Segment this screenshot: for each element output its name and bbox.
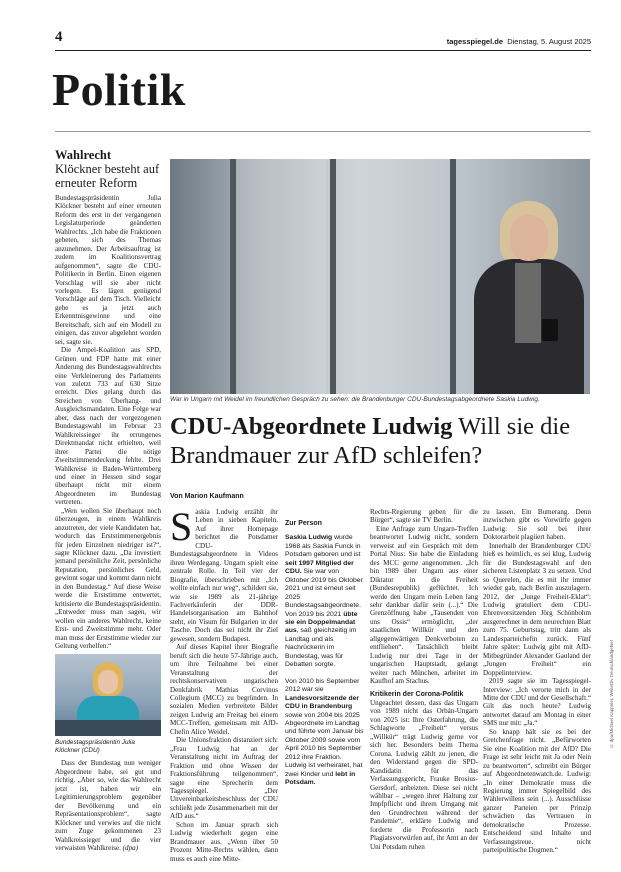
header-rule — [55, 50, 591, 51]
article-paragraph: Auf dieses Kapitel ihrer Biografie beruft sich die heute 57-Jährige auch, um ihre Teilnahme bei einer Veranstaltung der rechtskonservativen ungarischen Denkfabrik Mathias Corvinus Collegium (MCC) zu begründen. In sozialen Medien verbreitete Bilder zeigen Ludwig am Freitag bei einem MCC-Treffen, gemeinsam mit AfD-Chefin Alice Weidel. — [170, 643, 278, 736]
sidebar-paragraph: Die Ampel-Koalition aus SPD, Grünen und FDP hatte mit einer Änderung des Bundestagswahlrechts eine Verkleinerung des Parlaments von zuletzt 733 auf 630 Sitze erreicht. Dies gelang durch das Streichen von Überhang- und Ausgleichsmandaten. Eine Folge war aber, dass nach der vorgezogenen Bundestagswahl im Februar 23 Wahlkreissieger ihr errungenes Direktmandat nicht erhielten, weil ihrer Partei die nötige Zweitstimmendeckung fehlte. Drei Wahlkreise in Baden-Württemberg und einer in Hessen sind sogar überhaupt nicht mit einem Abgeordneten im Bundestag vertreten. — [55, 346, 161, 507]
sidebar-paragraph: Dass der Bundestag nun weniger Abgeordnete habe, sei gut und richtig. „Aber so, wie das Wahlrecht jetzt ist, haben wir ein Legitimierungsproblem gegenüber der Bevölkerung und ein Repräsentationsproblem“, sagte Klöckner und verwies auf die nicht zum Zuge gekommenen 23 Wahlkreissieger und die vier verwaisten Wahlkreise. (dpa) — [55, 759, 161, 852]
article-paragraph: Innerhalb der Brandenburger CDU hieß es heimlich, es sei klug, Ludwig für die Bundestagswahl auf den sicheren Listenplatz 3 zu setzen. Und so Querelen, die es mit ihr immer wieder gab, nach Berlin auszulagern. 2012, der „Junge Freiheit-Eklat“: Ludwig gratuliert dem CDU-Ehrenvorsitzenden Jörg Schönbohm ausgerechnet in dem neurechten Blatt zum 75. Geburtstag, tritt dann als Landesparteichefin zurück. Fünf Jahre später: Ludwig gibt mit AfD-Mitbegründer Alexander Gauland der „Jungen Freiheit“ ein Doppelinterview. — [483, 541, 591, 677]
article-paragraph: Saskia Ludwig erzählt ihr Leben in sieben Kapiteln. Auf ihrer Homepage berichtet die Potsdamer CDU-Bundestagsabgeordnete in Videos ihren Werdegang. Ungarn spielt eine zentrale Rolle. In Teil vier der Biografie, überschrieben mit „Ich wollte einfach nur weg“, schildert sie, wie sie 1989 als 21-jährige Fachverkäuferin der DDR-Handelsorganisation am Bahnhof steht, ein Visum für Bulgarien in der Tasche. Doch das sei nicht ihr Ziel gewesen, sondern Budapest. — [170, 504, 278, 643]
article-column-1 — [170, 504, 278, 863]
issue-date: Dienstag, 5. August 2025 — [507, 37, 591, 46]
kloeckner-photo — [55, 654, 161, 736]
sidebar-headline: Klöckner besteht auf erneuter Reform — [55, 162, 160, 190]
info-box — [285, 508, 365, 796]
article-paragraph: zu lassen. Ein Bumerang. Denn inzwischen gibt es Vorwürfe gegen Ludwig: Sie soll bei ihrer Doktorarbeit plagiiert haben. — [483, 508, 591, 542]
article-headline: CDU-Abgeordnete Ludwig Will sie die Brandmauer zur AfD schleifen? — [170, 413, 571, 469]
site-name[interactable]: tagesspiegel.de — [446, 37, 504, 46]
main-photo — [170, 159, 590, 394]
sidebar-paragraph: Bundestagspräsidentin Julia Klöckner besteht auf einer erneuten Reform des erst in der vergangenen Legislaturperiode geänderten Wahlrechts. „Ich habe die Fraktionen gebeten, sich des Themas anzunehmen. Der Arbeitsauftrag ist zudem im Koalitionsvertrag aufgenommen“, sagte die CDU-Politikerin in Berlin. Einen eigenen Vorschlag will sie aber nicht vorlegen. Es lägen genügend Vorschläge auf dem Tisch. Vielleicht gebe es ja jetzt auch Erkenntnisgewinne und eine Bereitschaft, sich auf ein Modell zu einigen, das zuvor abgelehnt worden sei, sagte sie. — [55, 194, 161, 346]
main-photo-caption: War in Ungarn mit Weidel im freundlichen Gespräch zu sehen: die Brandenburger CDU-Bundestagsabgeordnete Saskia Ludwig. — [170, 396, 540, 403]
article-paragraph: Eine Anfrage zum Ungarn-Treffen beantwortet Ludwig nicht, sondern verweist auf ein Gespräch mit dem Portal Nius: Sie habe die Einladung des MCC gerne angenommen. „Ich bin 1989 über Ungarn aus einer Diktatur in die Freiheit (Bundesrepublik) geflüchtet. Ich werde den Ungarn mein Leben lang sehr dankbar dafür sein (...).“ Die Grenzöffnung habe „Tausenden von uns Ossis“ ermöglicht, „der staatlichen Willkür und den allgegenwärtigen Denkverboten zu entfliehen“. Tatsächlich bleibt Ludwig nur drei Tage in der ungarischen Hauptstadt, gelangt weiter nach München, arbeitet im Kaufhof am Stachus. — [370, 524, 478, 686]
article-subhead: Kritikerin der Corona-Politik — [370, 690, 464, 698]
article-paragraph: 2019 sagte sie im Tagesspiegel-Interview: „Ich verorte mich in der Mitte der CDU und der Gesellschaft.“ Gilt das noch heute? Ludwig antwortet darauf am Montag in einer SMS nur mit: „Ja.“ — [483, 677, 591, 728]
info-paragraph: Von 2010 bis September 2012 war sie Landesvorsitzende der CDU in Brandenburg sowie von 2004 bis 2025 Abgeordnete im Landtag und führte vom Januar bis Oktober 2009 sowie vom April 2010 bis September 2012 ihre Fraktion. Ludwig ist verheiratet, hat zwei Kinder und lebt in Potsdam. — [285, 677, 364, 787]
byline: Von Marion Kaufmann — [170, 493, 244, 500]
article-column-4 — [483, 508, 591, 855]
page-number: 4 — [55, 29, 63, 45]
article-paragraph: Rechts-Regierung geben für die Bürger“, sagte sie TV Berlin. — [370, 508, 478, 525]
sidebar-photo-caption: Bundestagspräsidentin Julia Klöckner (CDU) — [55, 739, 135, 754]
agency-credit: (dpa) — [122, 844, 139, 852]
article-paragraph: Ungeachtet dessen, dass das Ungarn von 1989 nicht das Orbán-Ungarn von 2025 ist: Ihre Osterfahrung, die Schlagworte „Freiheit“ versus „Willkür“ trägt Ludwig gerne vor sich her. Besonders beim Thema Corona. Ludwig zählt zu jenen, die den Widerstand gegen die SPD-Kandidatin für das Verfassungsgericht, Frauke Brosius-Gersdorf, anheizten. Diese sei nicht wählbar – „wegen ihrer Haltung zur Impfpflicht und ihrem Umgang mit den Grundrechten während der Pandemie“, erklärte Ludwig und forderte die Professorin nach Plagiatsvorwürfen auf, ihr Amt an der Uni Potsdam ruhen — [370, 698, 478, 851]
article-paragraph: Schon im Januar sprach sich Ludwig wiederholt gegen eine Brandmauer aus. „Wenn über 50 Prozent Mitte-Rechts wählen, dann muss es auch eine Mitte- — [170, 820, 278, 863]
sidebar-paragraph: „Wen wollen Sie überhaupt noch überzeugen, in einem Wahlkreis anzutreten, der viele Kandidaten hat, wodurch das Erststimmenergebnis für jeden Einzelnen niedriger ist?“, sagte Klöckner dazu. „Da investiert jemand persönliche Zeit, persönliche Reputation, persönliches Geld, gewinnt sogar und kommt dann nicht in den Bundestag.“ Auf diese Weise werde die Erststimme entwertet, kritisierte die Bundestagspräsidentin. „Entweder muss man sagen, wir wollen ein anderes Wahlrecht, keine Erst- und Zweitstimme mehr. Oder man muss der Erststimme wieder zur Geltung verhelfen.“ — [55, 506, 161, 651]
article-paragraph: Die Unionsfraktion distanziert sich: „Frau Ludwig hat an der Veranstaltung nicht im Auftrag der Fraktion und ohne Wissen der Fraktionsführung teilgenommen“, sagte eine Sprecherin dem Tagesspiegel. „Der Unvereinbarkeitsbeschluss der CDU schließt jede Zusammenarbeit mit der AfD aus.“ — [170, 736, 278, 821]
info-box-title: Zur Person — [285, 520, 322, 527]
masthead — [447, 37, 591, 46]
info-paragraph: Saskia Ludwig wurde 1968 als Saskia Funck in Potsdam geboren und ist seit 1997 Mitglied der CDU. Sie war von Oktober 2019 bis Oktober 2021 und ist erneut seit 2025 Bundestagsabgeordnete. Von 2019 bis 2021 übte sie ein Doppelmandat aus, saß gleichzeitig im Landtag und als Nachrückerin im Bundestag, was für Debatten sorgte. — [285, 534, 363, 669]
sidebar-article — [55, 148, 161, 852]
sidebar-body-end — [55, 759, 161, 852]
page-header — [55, 30, 591, 46]
article-paragraph: So knapp hält sie es bei der Gretchenfrage nicht. „Befürworten Sie eine Koalition mit der AfD? Die Frage ist sehr leicht mit Ja oder Nein zu beantworten“, schreibt ein Bürger auf Abgeordnetenwatch.de. Ludwig: „In einer Demokratie muss die Regierung immer Spiegelbild des Wählerwillens sein (...). Ausschlüsse ganzer Parteien per Prinzip schwächen das Vertrauen in demokratische Prozesse. Entscheidend sind Inhalte und Verfassungstreue, nicht parteipolitische Dogmen.“ — [483, 727, 591, 855]
article-column-3 — [370, 508, 478, 851]
section-title: Politik — [52, 64, 186, 115]
sidebar-body — [55, 194, 161, 650]
drop-cap: S — [170, 504, 193, 549]
photo-credit: © dpa/Michael Kappeler, WeiteDiv Deutschlandgebiet — [609, 640, 614, 749]
section-rule — [55, 131, 591, 132]
sidebar-kicker: Wahlrecht — [55, 148, 112, 162]
